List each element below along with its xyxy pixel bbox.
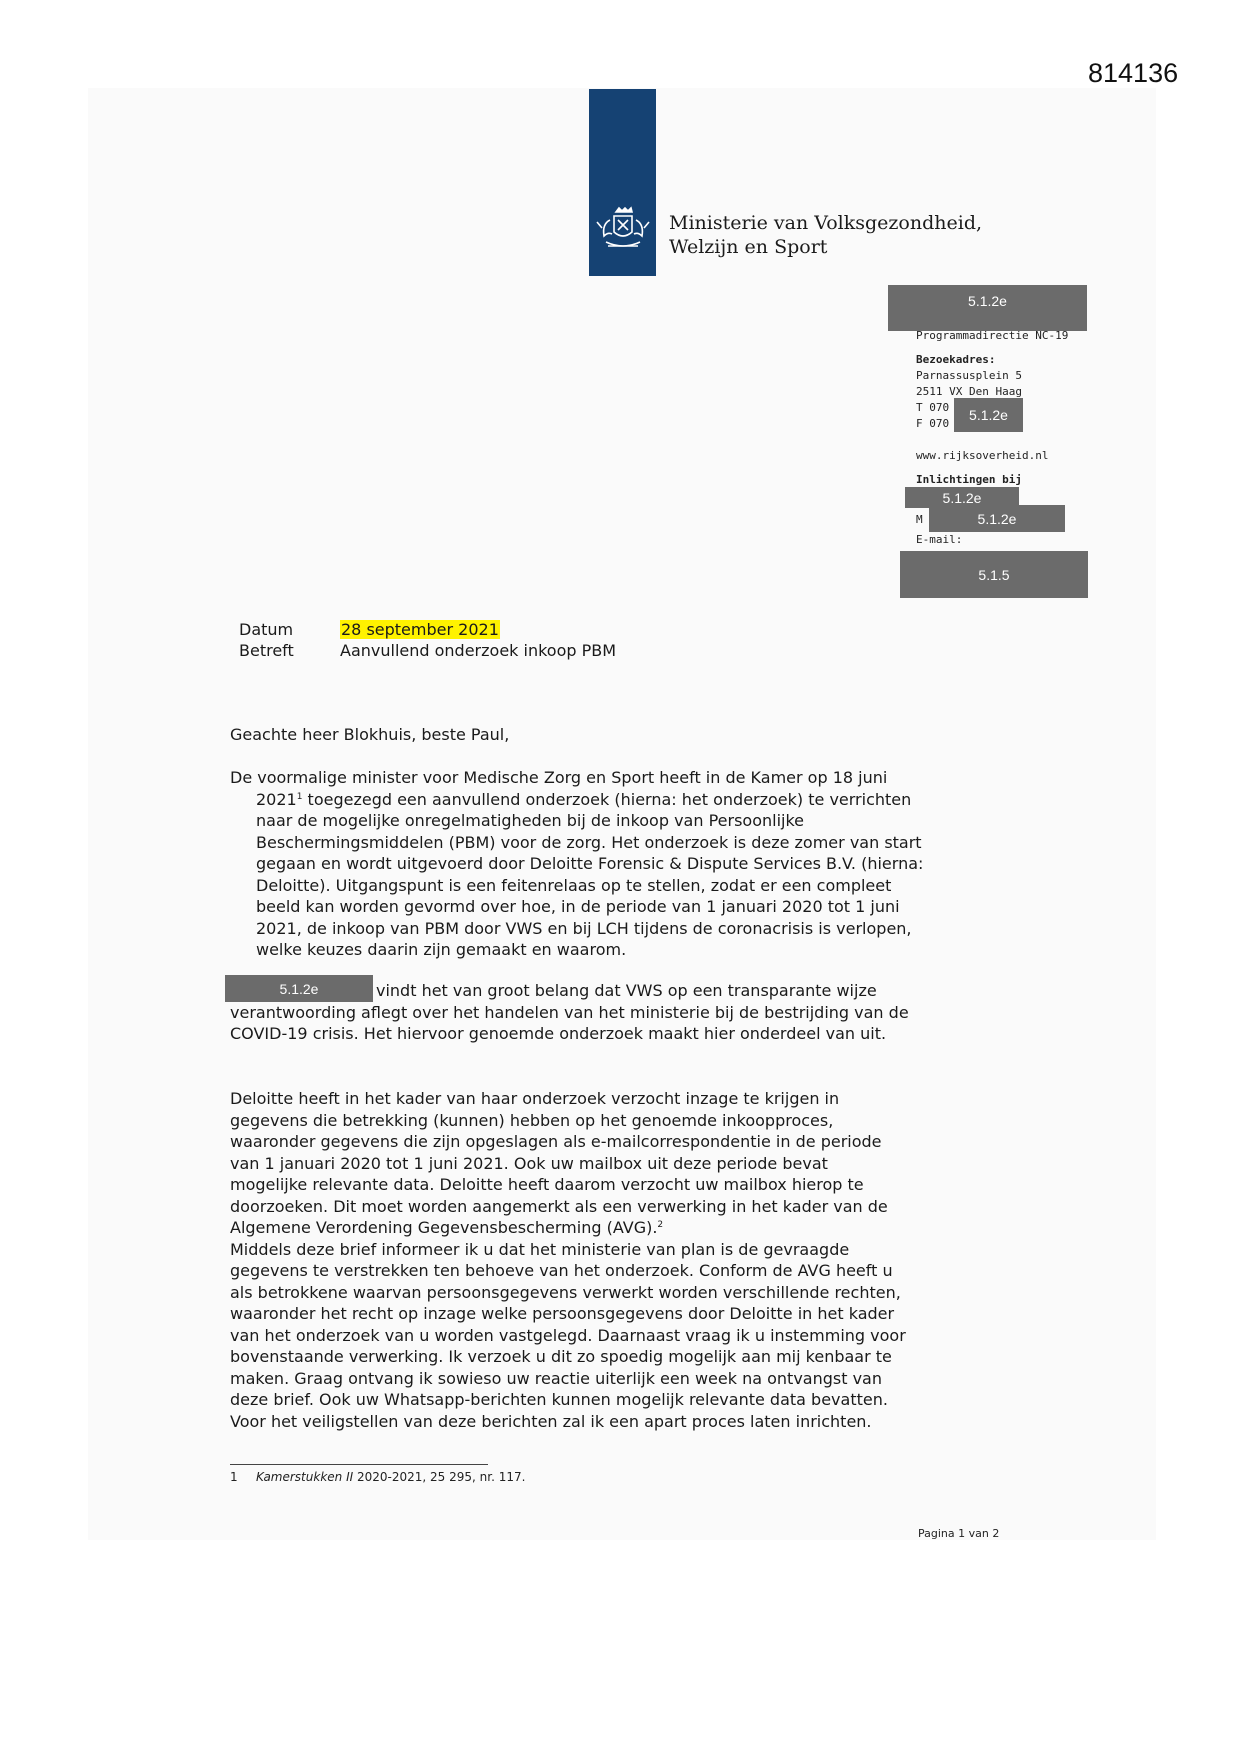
footnote-divider (230, 1464, 488, 1465)
paragraph-2-text-cont: verantwoording aflegt over het handelen van het ministerie bij de bestrijding van de COVID-19 crisis. Het hiervoor genoemde onderzoek maakt hier onderdeel van uit. (230, 1002, 909, 1043)
footnote-text: 2020-2021, 25 295, nr. 117. (353, 1470, 526, 1484)
date-label: Datum (239, 620, 294, 639)
ministry-name-line1: Ministerie van Volksgezondheid, (669, 212, 983, 234)
fax-label: F 070 (916, 417, 950, 430)
paragraph-1-text-cont: toegezegd een aanvullend onderzoek (hierna: het onderzoek) te verrichten naar de mogelijke onregelmatigheden bij de inkoop van Persoonlijke Beschermingsmiddelen (PBM) voor de zorg. Het onderzoek is deze zomer van start gegaan en wordt uitgevoerd door Deloitte Forensic & Dispute Services B.V. (hierna: Deloitte). Uitgangspunt is een feitenrelaas op te stellen, zodat er een compleet beeld kan worden gevormd over hoe, in de periode van 1 januari 2020 tot 1 juni 2021, de inkoop van PBM door VWS en bij LCH tijdens de coronacrisis is verlopen, welke keuzes daarin zijn gemaakt en waarom. (256, 789, 924, 959)
subject-label: Betreft (239, 641, 294, 660)
website-link[interactable]: www.rijksoverheid.nl (916, 449, 1049, 462)
page-number: Pagina 1 van 2 (918, 1527, 1000, 1540)
footnote-number: 1 (230, 1470, 238, 1484)
footnote-source: Kamerstukken II (256, 1470, 354, 1484)
paragraph-3-text: Deloitte heeft in het kader van haar onderzoek verzocht inzage te krijgen in gegevens die betrekking (kunnen) hebben op het genoemde inkoopproces, waaronder gegevens die zijn opgeslagen als e-mailcorrespondentie in de periode van 1 januari 2020 tot 1 juni 2021. Ook uw mailbox uit deze periode bevat mogelijke relevante data. Deloitte heeft daarom verzocht uw mailbox hierop te doorzoeken. Dit moet worden aangemerkt als een verwerking in het kader van de Algemene Verordening Gegevensbescherming (AVG). (230, 1089, 888, 1237)
date-value: 28 september 2021 (341, 620, 499, 639)
redaction-block: 5.1.2e (905, 487, 1019, 508)
paragraph-4-text: Middels deze brief informeer ik u dat het ministerie van plan is de gevraagde gegevens te verstrekken ten behoeve van het onderzoek. Conform de AVG heeft u als betrokkene waarvan persoonsgegevens verwerkt worden verschillende rechten, waaronder het recht op inzage welke persoonsgegevens door Deloitte in het kader van het onderzoek van u worden vastgelegd. Daarnaast vraag ik u instemming voor bovenstaande verwerking. Ik verzoek u dit zo spoedig mogelijk aan mij kenbaar te maken. Graag ontvang ik sowieso uw reactie uiterlijk een week na ontvangst van deze brief. Ook uw Whatsapp-berichten kunnen mogelijk relevante data bevatten. Voor het veiligstellen van deze berichten zal ik een apart proces laten inrichten. (230, 1239, 906, 1431)
phone-label: T 070 (916, 401, 950, 414)
email-label: E-mail: (916, 533, 963, 546)
paragraph-2-text: vindt het van groot belang dat VWS op een transparante wijze (376, 981, 877, 1000)
redaction-block: 5.1.5 (900, 551, 1088, 598)
redaction-block: 5.1.2e (929, 505, 1065, 532)
mobile-label: M (916, 513, 923, 526)
ministry-name-line2: Welzijn en Sport (669, 236, 828, 258)
paragraph-3 (230, 1088, 910, 1432)
subject-value: Aanvullend onderzoek inkoop PBM (340, 641, 617, 660)
visit-address-label: Bezoekadres: (916, 353, 996, 366)
paragraph-2 (230, 980, 910, 1045)
redaction-block: 5.1.2e (225, 975, 373, 1002)
redaction-block: 5.1.2e (954, 398, 1023, 432)
salutation: Geachte heer Blokhuis, beste Paul, (230, 725, 510, 744)
street-address: Parnassusplein 5 (916, 369, 1022, 382)
paragraph-1-text: De voormalige minister voor Medische Zorg en Sport heeft in de Kamer op 18 juni 2021 (230, 768, 888, 809)
footnote-ref: 2 (657, 1220, 664, 1230)
document-number: 814136 (1088, 58, 1179, 88)
footnote-ref: 1 (296, 791, 303, 802)
paragraph-1 (230, 767, 936, 961)
info-label: Inlichtingen bij (916, 473, 1022, 486)
coat-of-arms-icon (592, 206, 653, 262)
redaction-block: 5.1.2e (888, 285, 1087, 331)
department-name: Programmadirectie NC-19 (916, 329, 1069, 342)
footnote (230, 1470, 525, 1484)
city-address: 2511 VX Den Haag (916, 385, 1022, 398)
ministry-name (669, 211, 982, 259)
